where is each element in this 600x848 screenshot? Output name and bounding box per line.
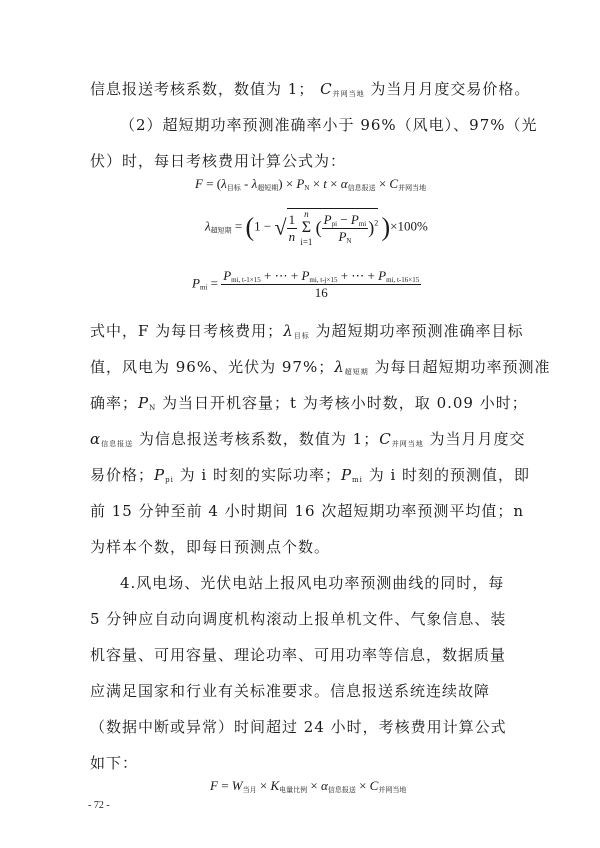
text-line-1	[90, 78, 530, 99]
formula-numerator: 1	[288, 211, 296, 227]
formula-index: i=1	[300, 237, 313, 247]
page-number: - 72 -	[88, 800, 110, 811]
text-segment: 前 15 分钟至前 4 小时期间 16 次超短期功率预测平均值；n	[90, 502, 524, 520]
formula-denominator: 16	[314, 285, 328, 300]
text-segment: 4.风电场、光伏电站上报风电功率预测曲线的同时，每	[120, 574, 505, 592]
subscript: 当月	[242, 786, 257, 794]
text-segment: 伏）时，每日考核费用计算公式为：	[90, 152, 347, 170]
subscript: pi	[165, 476, 174, 484]
text-line-8: 易价格；$P_{pi}$ 为 i 时刻的实际功率；$P_{mi}$ 为 i 时刻的预测值，即	[90, 466, 531, 484]
text-line-10	[90, 536, 330, 557]
formula-percent: ×100%	[390, 218, 428, 234]
text-line-14	[90, 680, 490, 701]
subscript: 并网当地	[378, 786, 407, 794]
subscript: 目标	[293, 332, 310, 340]
subscript: 超短期	[210, 226, 232, 235]
text-segment: 式中，F 为每日考核费用；	[90, 322, 284, 340]
text-segment: 如下：	[90, 754, 139, 772]
text-segment: 为 i 时刻的预测值，即	[362, 466, 531, 484]
formula-symbol: n	[288, 228, 296, 244]
text-line-15	[90, 716, 507, 737]
subscript: N	[149, 404, 157, 412]
formula-symbol: n	[304, 209, 309, 219]
subscript: mi, t-16×15	[386, 276, 420, 284]
subscript: 信息报送	[101, 440, 134, 448]
subscript: 并网当地	[391, 440, 424, 448]
text-segment: 信息报送考核系数，数值为 1；	[90, 80, 315, 98]
text-segment: 应满足国家和行业有关标准要求。信息报送系统连续故障	[90, 682, 491, 700]
subscript: mi, t-1×15	[231, 276, 261, 284]
subscript: 并网当地	[332, 90, 365, 98]
formula-average-forecast: $P_{mi}$ = $\frac{P_{mi, t-1\times 15} + \cdots + P_{mi, t-j\times 15} + \cdots + P_{mi, t-16\times 15}}{16}$	[192, 268, 420, 300]
subscript: mi	[358, 219, 367, 228]
subscript: 目标	[226, 184, 241, 192]
text-segment: 为 i 时刻的实际功率；	[173, 466, 341, 484]
text-segment: （2）超短期功率预测准确率小于 96%（风电）、97%（光	[120, 116, 538, 134]
text-segment: 为超短期功率预测准确率目标	[309, 322, 524, 340]
symbol-c: C	[320, 80, 333, 98]
text-line-4: 式中，F 为每日考核费用；$\lambda_{目标}$ 为超短期功率预测准确率目标	[90, 322, 524, 340]
text-segment: 为每日超短期功率预测准	[368, 358, 551, 376]
subscript: 电量比例	[279, 786, 308, 794]
subscript: mi	[352, 476, 363, 484]
text-segment: 易价格；	[90, 466, 155, 484]
text-segment: （数据中断或异常）时间超过 24 小时，考核费用计算公式	[90, 718, 507, 736]
text-line-6: 确率；$P_N$ 为当日开机容量；t 为考核小时数，取 0.09 小时；	[90, 394, 528, 412]
text-segment: 为当日开机容量；t 为考核小时数，取 0.09 小时；	[156, 394, 528, 412]
text-line-12	[90, 608, 506, 629]
text-line-3	[90, 150, 346, 171]
subscript: N	[304, 184, 310, 192]
text-line-9	[90, 500, 524, 521]
subscript: pi	[331, 219, 338, 228]
text-line-13	[90, 644, 506, 665]
superscript: 2	[374, 218, 379, 228]
text-line-16	[90, 752, 138, 773]
subscript: 信息报送	[327, 786, 356, 794]
text-segment: 值，风电为 96%、光伏为 97%；	[90, 358, 335, 376]
formula-accuracy: $\lambda_{超短期} = (1$ − √ $\frac{1}{n}$ n Σ i=1 ( $\frac{P_{pi} - P_{mi}}{P_N}$ )$^2$ )×100%	[205, 209, 428, 247]
formula-symbol: F	[195, 176, 203, 191]
subscript: 并网当地	[398, 184, 427, 192]
text-segment: 5 分钟应自动向调度机构滚动上报单机文件、气象信息、装	[90, 610, 507, 628]
text-segment: 确率；	[90, 394, 139, 412]
text-line-5: 值，风电为 96%、光伏为 97%；$\lambda_{超短期}$ 为每日超短期功率预测准	[90, 358, 551, 376]
subscript: 超短期	[257, 184, 279, 192]
formula-symbol: F	[210, 778, 218, 793]
formula-daily-fee: $F = (\lambda_{目标} - \lambda_{超短期}) \times P_N \times t \times \alpha_{信息报送} \times C_{并网当地}$	[195, 176, 427, 192]
text-line-7: $\alpha_{信息报送}$ 为信息报送考核系数，数值为 1；$C_{并网当地}$ 为当月月度交	[90, 430, 526, 448]
text-segment: 为信息报送考核系数，数值为 1；	[133, 430, 380, 448]
text-line-2	[120, 114, 538, 135]
formula-symbol: P	[323, 211, 332, 227]
text-segment: 机容量、可用容量、理论功率、可用功率等信息，数据质量	[90, 646, 507, 664]
subscript: 信息报送	[347, 184, 376, 192]
subscript: mi	[199, 283, 208, 292]
subscript: mi, t-j×15	[309, 276, 338, 284]
text-segment: 为样本个数，即每日预测点个数。	[90, 538, 331, 556]
text-line-11	[120, 572, 504, 593]
text-segment: 为当月月度交易价格。	[364, 80, 531, 98]
formula-info-fee: $F = W_{当月} \times K_{电量比例} \times \alpha_{信息报送} \times C_{并网当地}$	[210, 778, 407, 794]
text-segment: 为当月月度交	[423, 430, 526, 448]
subscript: 超短期	[344, 368, 369, 376]
subscript: N	[346, 236, 352, 245]
